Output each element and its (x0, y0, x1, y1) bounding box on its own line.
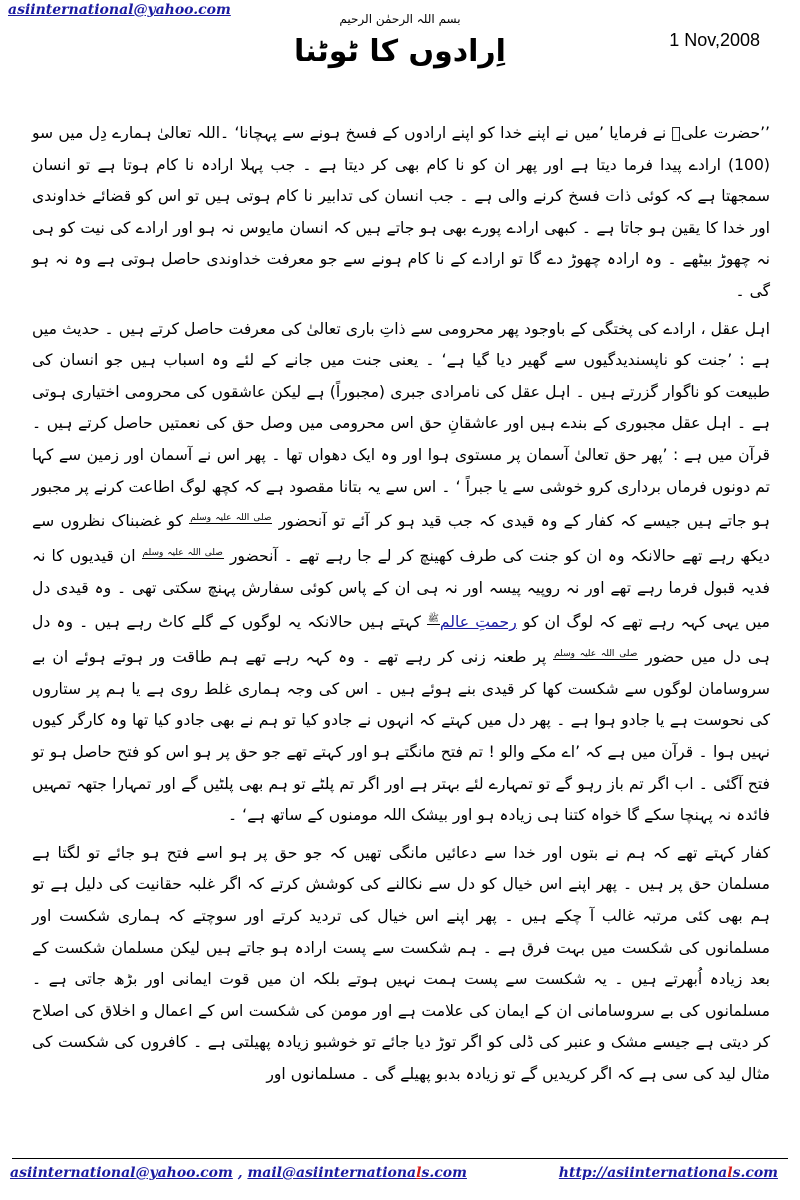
rahmat-e-alam-link[interactable]: رحمتِ عالم (439, 613, 517, 632)
paragraph-3: کفار کہتے تھے کہ ہم نے بتوں اور خدا سے دعائیں مانگی تھیں کہ جو حق پر ہو اسے فتح ہو جائے تو لگتا ہے مسلمان حق پر ہیں ۔ پھر اپنے اس خیال کو دل سے نکالنے کی کوشش کرتے کہ اگر غلبہ حقانیت کی دلیل ہے تو ہم بھی کئی مرتبہ غالب آ چکے ہیں ۔ پھر اپنے اس خیال کی تردید کرتے اور سوچتے کہ ہماری شکست اور مسلمانوں کی شکست میں بہت فرق ہے ۔ ہم شکست سے پست ارادہ ہو جاتے ہیں لیکن مسلمان شکست کے بعد زیادہ اُبھرتے ہیں ۔ یہ شکست سے پست ہمت نہیں ہوتے بلکہ ان میں قوت ایمانی اور بڑھ جاتی ہے ۔ مسلمانوں کی بے سروسامانی ان کے ایمان کی علامت ہے اور مومن کی شکست اس کے اعمال و اخلاق کی اصلاح کر دیتی ہے جیسے مشک و عنبر کی ڈلی کو اگر توڑ دیا جائے تو خوشبو زیادہ پھیلتی ہے ۔ کافروں کی شکست کی مثال لید کی سی ہے کہ اگر کریدیں گے تو زیادہ بدبو پھیلے گی ۔ مسلمانوں اور (32, 843, 770, 1083)
bismillah: بسم اللہ الرحمٰن الرحیم (339, 12, 461, 26)
mail-suffix: s.com (421, 1165, 467, 1181)
footer-contacts (10, 1165, 467, 1181)
salutation-mark: ﷺ (428, 614, 439, 625)
url-red-letter: l (727, 1165, 733, 1181)
text-segment: اہل عقل ، ارادے کی پختگی کے باوجود پھر محرومی سے ذاتِ باری تعالیٰ کی معرفت حاصل کرتے ہیں ۔ حدیث میں ہے : ’جنت کو ناپسندیدگیوں سے گھیر دیا گیا ہے‘ ۔ یعنی جنت میں جانے کے لئے وہ اسباب ہیں جو انسان کی طبیعت کو ناگوار گزرتے ہیں ۔ اہل عقل کی نامرادی جبری (مجبوراً) ہے لیکن عاشقوں کی محرومی اختیاری ہوتی ہے ۔ اہل عقل مجبوری کے بندے ہیں اور عاشقانِ حق اس محرومی میں وصل حق کی نعمتیں حاصل کرتے ہیں ۔ قرآن میں ہے : ’پھر حق تعالیٰ آسمان پر مستوی ہوا اور وہ ایک دھواں تھا ۔ پھر اس نے آسمان اور زمین سے کہا تم دونوں فرماں برداری کرو خوشی سے یا جبراً ‘ ۔ اس سے یہ بتانا مقصود ہے کہ کچھ لوگ اطاعت کرنے پر مجبور ہو جاتے ہیں جیسے کہ کفار کے وہ قیدی کہ جب قید ہو کر آئے تو آنحضور (32, 319, 770, 531)
footer-divider (12, 1158, 788, 1159)
paragraph-2 (32, 314, 770, 832)
header-email-link[interactable]: asiinternational@yahoo.com (8, 2, 231, 18)
salutation-mark: صلی اللہ علیہ وسلم (554, 649, 638, 660)
url-suffix: s.com (732, 1165, 778, 1181)
text-segment: ان قیدیوں کا نہ فدیہ قبول فرما رہے تھے اور نہ روپیہ پیسہ اور نہ ہی ان کے پاس کوئی سفارش پہنچ سکتی تھی ۔ وہ قیدی دل میں یہی کہہ رہے تھے کہ لوگ ان کو (32, 547, 770, 632)
text-segment: پر طعنہ زنی کر رہے تھے ۔ وہ کہہ رہے تھے ہم طاقت ور ہوتے ہوئے ان بے سروسامان لوگوں سے شکست کھا کر قیدی بنے ہوئے ہیں ۔ اس کی وجہ ہماری غلط روی ہے یا ہم پر ستاروں کی نحوست ہے یا جادو ہوا ہے ۔ پھر دل میں کہتے کہ انہوں نے جادو کیا تو ہم نے بھی جادو کیا تھا وہ کارگر کیوں نہیں ہوا ۔ قرآن میں ہے کہ ’اے مکے والو ! تم فتح مانگتے ہو اور کہتے تھے جو حق پر ہو اس کو فتح حاصل ہو تو فتح آگئی ۔ اب اگر تم باز رہو گے تو تمہارے لئے بہتر ہے اور اگر تم پلٹے تو ہم بھی پلٹیں گے اور تمہارا جتھہ تمہیں فائدہ نہ پہنچا سکے گا خواہ کتنا ہی زیادہ ہو اور بیشک اللہ مومنوں کے ساتھ ہے‘ ۔ (32, 648, 770, 825)
footer-separator: , (232, 1165, 248, 1181)
date-label: 1 Nov,2008 (669, 30, 760, 50)
url-prefix: http://asiinternationa (558, 1165, 728, 1181)
paragraph-1: ’’حضرت علیؑ نے فرمایا ’میں نے اپنے خدا کو اپنے ارادوں کے فسخ ہونے سے پہچانا‘ ۔اللہ تعالیٰ ہمارے دِل میں سو (100) ارادے پیدا فرما دیتا ہے اور پھر ان کو نا کام بھی کر دیتا ہے ۔ جب پہلا ارادہ نا کام ہوتا ہے تو انسان سمجھتا ہے کہ کوئی ذات فسخ کرنے والی ہے ۔ جب انسان کی تدابیر نا کام ہوتی ہیں تو اس کو قضائے خداوندی اور خدا کا یقین ہو جاتا ہے ۔ کبھی ارادے پورے بھی ہو جاتے ہیں کہ انسان مایوس نہ ہو اور ارادے کی نیت کو ہی نہ چھوڑ بیٹھے ۔ وہ ارادہ چھوڑ دے گا تو ارادے کے نا کام ہونے سے جو معرفت خداوندی حاصل ہوتی ہے وہ نہ ہو گی ۔ (32, 124, 770, 300)
text-segment: کہتے ہیں حالانکہ یہ لوگوں کے گلے کاٹ رہے ہیں ۔ وہ دل ہی دل میں حضور (32, 613, 770, 667)
salutation-mark: صلی اللہ علیہ وسلم (142, 547, 223, 558)
mail-red-letter: l (416, 1165, 422, 1181)
salutation-mark: صلی اللہ علیہ وسلم (190, 513, 272, 524)
footer-email-link[interactable]: asiinternational@yahoo.com (10, 1165, 233, 1181)
footer-mail-link[interactable] (247, 1165, 466, 1181)
mail-prefix: mail@asiinternationa (247, 1165, 417, 1181)
text-segment: کو غضبناک نظروں سے دیکھ رہے تھے حالانکہ وہ ان کو جنت کی طرف کھینچ کر لے جا رہے تھے ۔ آنحضور (32, 512, 770, 566)
page-title: اِرادوں کا ٹوٹنا (294, 34, 506, 69)
article-body (32, 118, 770, 1091)
footer-website-link[interactable] (559, 1165, 778, 1181)
